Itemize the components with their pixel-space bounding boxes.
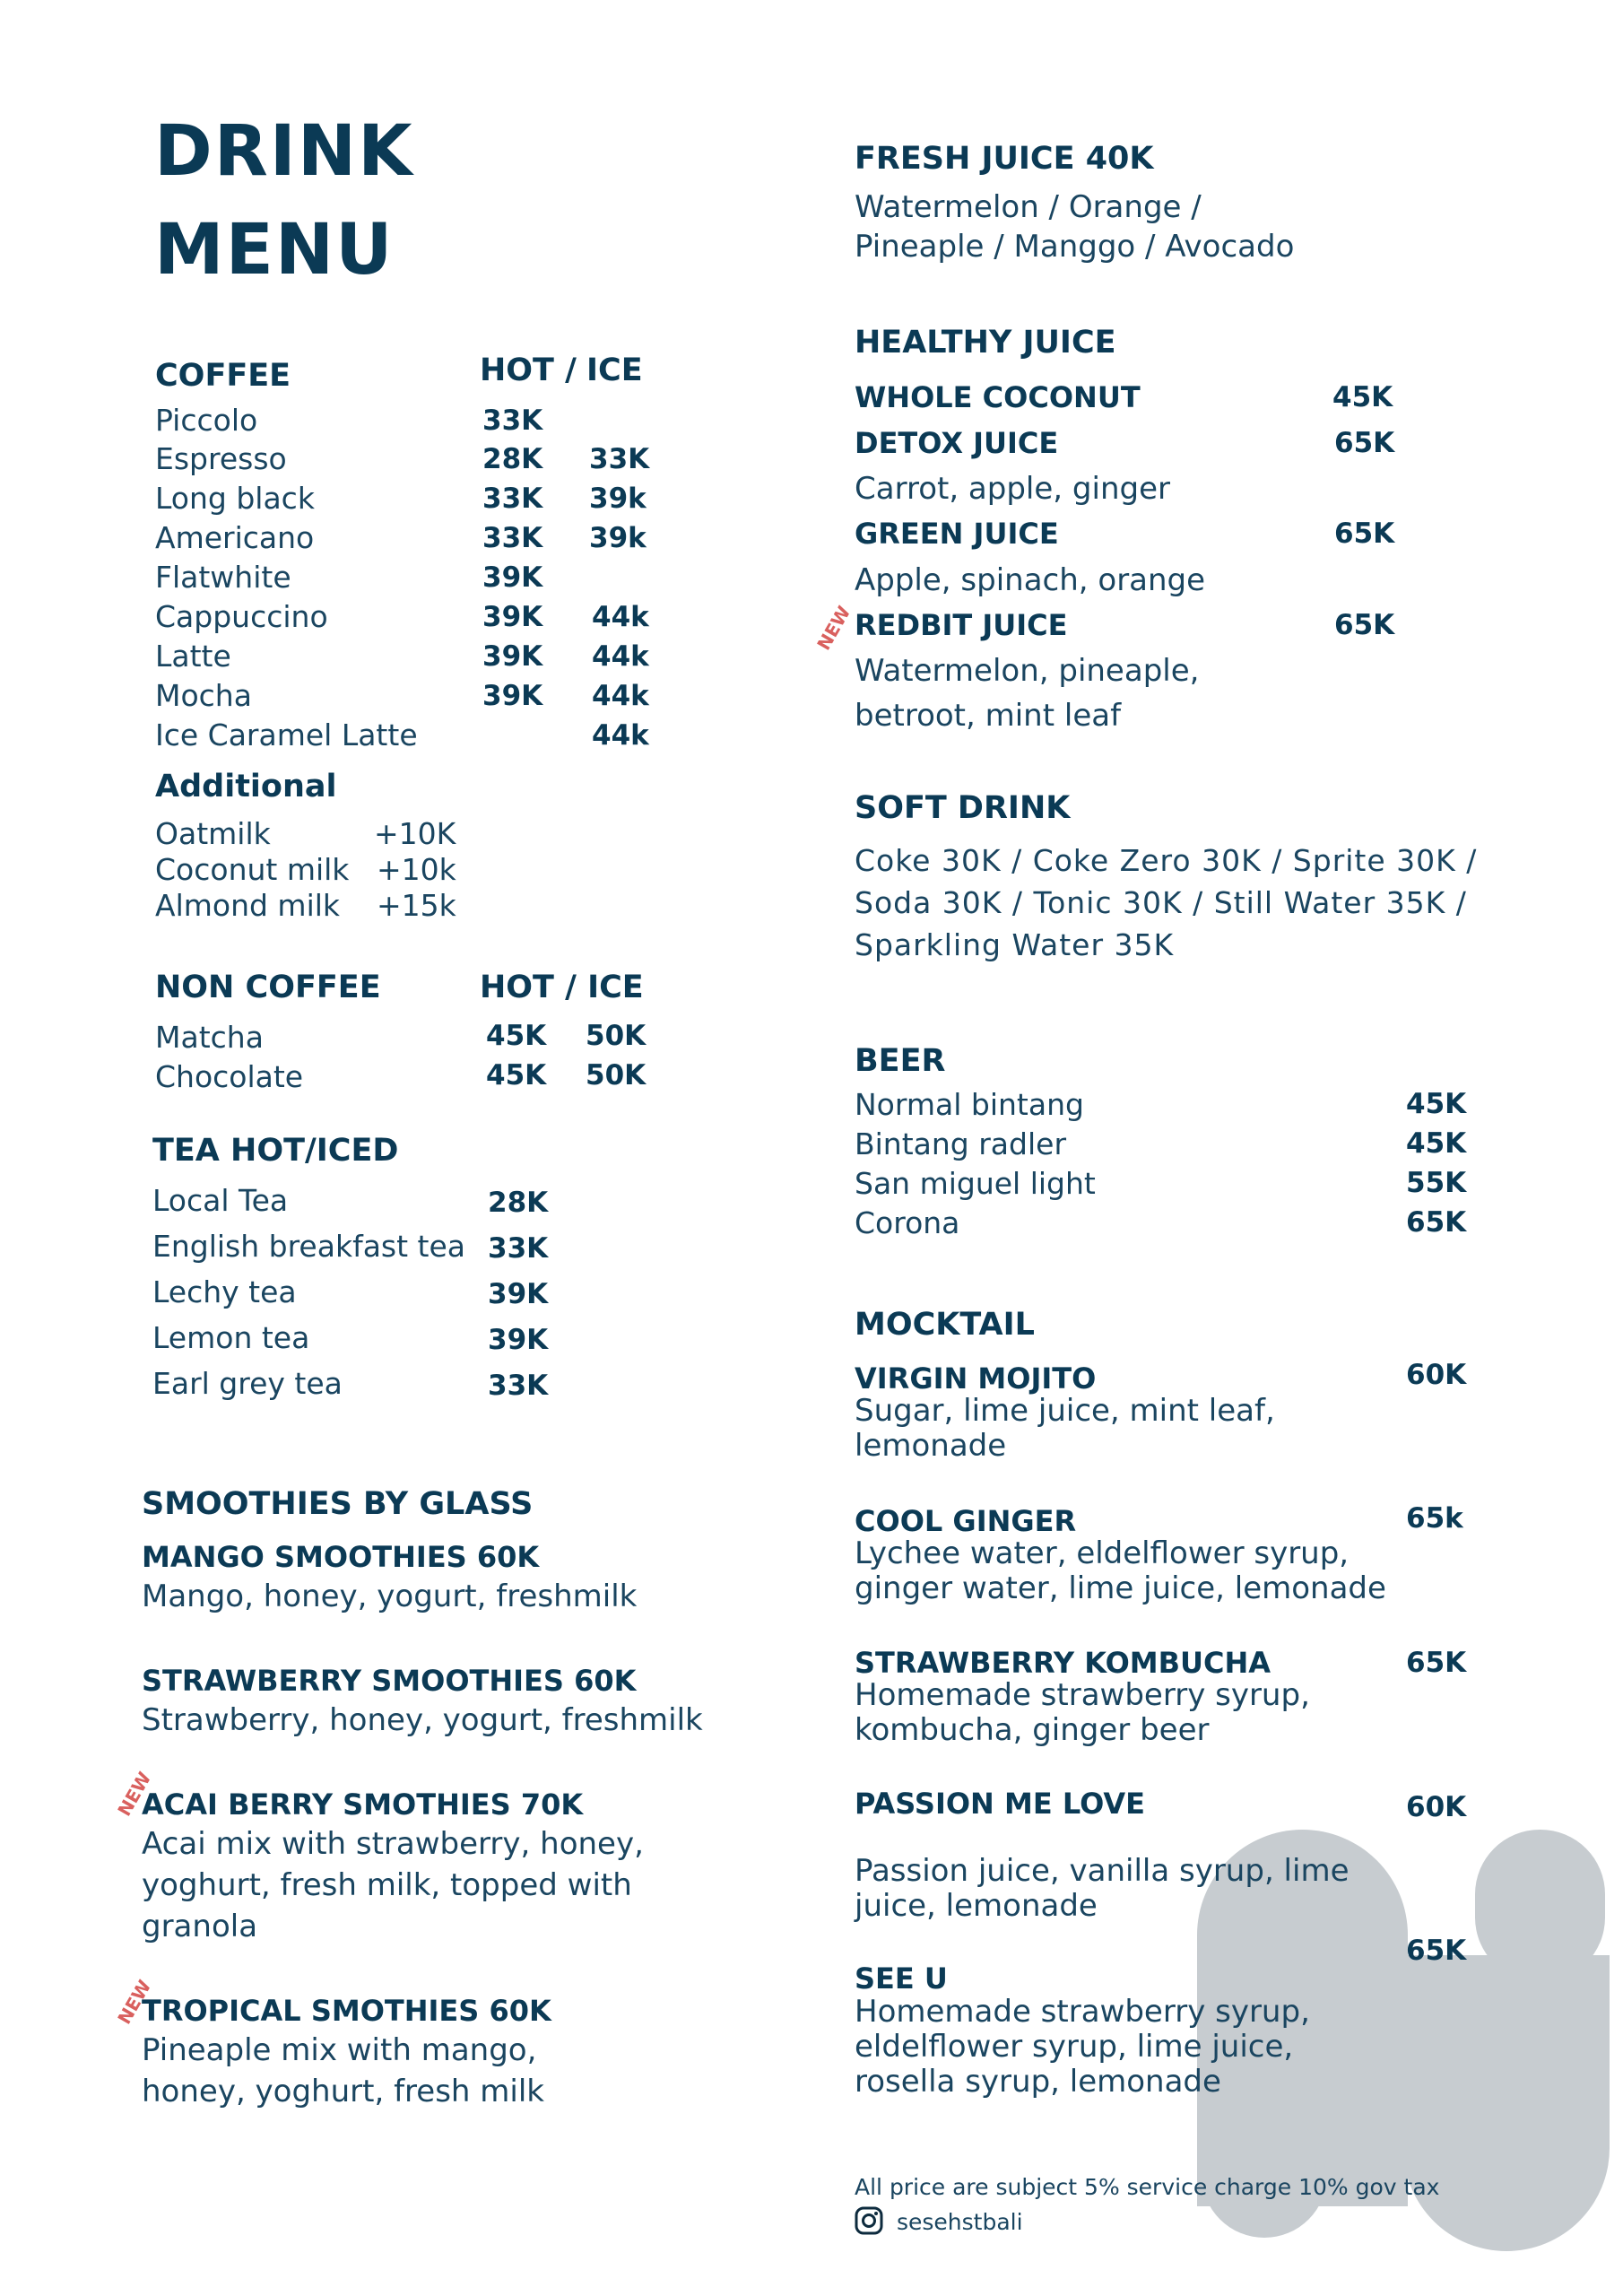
beer-item: Normal bintang	[855, 1087, 1084, 1122]
tea-item: Lechy tea	[152, 1274, 297, 1309]
coffee-item: Long black	[155, 481, 315, 516]
mocktail-price: 60K	[1406, 1791, 1467, 1823]
mocktail-name: SEE U	[855, 1961, 948, 1996]
coffee-price-ice: 44k	[592, 601, 649, 633]
non-coffee-heading: NON COFFEE	[155, 970, 381, 1005]
non-coffee-price-hot: 45K	[486, 1020, 547, 1052]
beer-price: 45K	[1406, 1088, 1467, 1120]
tea-item: English breakfast tea	[152, 1229, 465, 1264]
mocktail-price: 65K	[1406, 1935, 1467, 1967]
tea-item: Earl grey tea	[152, 1366, 343, 1401]
non-coffee-price-ice: 50K	[586, 1020, 647, 1052]
smoothie-name: TROPICAL SMOTHIES 60K	[142, 1994, 551, 2028]
fresh-juice-line: Watermelon / Orange /	[855, 189, 1202, 225]
coffee-price-ice: 39k	[589, 522, 647, 554]
tea-item: Local Tea	[152, 1183, 289, 1218]
smoothie-name: ACAI BERRY SMOTHIES 70K	[142, 1787, 584, 1822]
mocktail-desc: Lychee water, eldelflower syrup, ginger water, lime juice, lemonade	[855, 1535, 1386, 1606]
coffee-price-hot: 33K	[482, 522, 543, 554]
beer-item: Corona	[855, 1205, 960, 1240]
smoothie-desc: Acai mix with strawberry, honey, yoghurt, fresh milk, topped with granola	[142, 1826, 644, 1944]
fresh-juice-heading: FRESH JUICE 40K	[855, 141, 1154, 177]
decorative-arc-shape	[1403, 1955, 1610, 2251]
new-badge: NEW	[812, 602, 855, 654]
mocktail-price: 65K	[1406, 1647, 1467, 1679]
mocktail-desc: Passion juice, vanilla syrup, lime juice, lemonade	[855, 1853, 1350, 1924]
instagram-handle[interactable]: sesehstbali	[897, 2209, 1023, 2235]
mocktail-name: PASSION ME LOVE	[855, 1787, 1146, 1821]
healthy-juice-price: 45K	[1332, 381, 1393, 413]
coffee-item: Espresso	[155, 441, 287, 476]
additional-price: +10k	[377, 852, 456, 887]
beer-item: San miguel light	[855, 1166, 1096, 1201]
additional-price: +10K	[374, 816, 456, 851]
soft-drink-heading: SOFT DRINK	[855, 790, 1071, 826]
coffee-price-ice: 44k	[592, 640, 649, 673]
mocktail-name: STRAWBERRY KOMBUCHA	[855, 1646, 1271, 1680]
healthy-juice-desc: Watermelon, pineaple,	[855, 653, 1200, 689]
mocktail-name: COOL GINGER	[855, 1504, 1077, 1538]
beer-price: 45K	[1406, 1127, 1467, 1160]
mocktail-desc: Homemade strawberry syrup, eldelflower syrup, lime juice, rosella syrup, lemonade	[855, 1994, 1310, 2100]
new-badge: NEW	[113, 1976, 156, 2028]
coffee-item: Piccolo	[155, 403, 258, 438]
coffee-price-ice: 44k	[592, 719, 649, 752]
menu-title-line2: MENU	[154, 210, 395, 291]
smoothie-name: MANGO SMOOTHIES 60K	[142, 1540, 540, 1574]
tea-price: 33K	[488, 1232, 549, 1265]
healthy-juice-desc: Apple, spinach, orange	[855, 562, 1206, 598]
coffee-item: Flatwhite	[155, 560, 291, 595]
tea-price: 28K	[488, 1187, 549, 1219]
tea-heading: TEA HOT/ICED	[152, 1133, 399, 1169]
coffee-item: Mocha	[155, 678, 252, 713]
additional-price: +15k	[377, 888, 456, 923]
tea-price: 33K	[488, 1370, 549, 1402]
new-badge: NEW	[113, 1768, 156, 1820]
healthy-juice-desc: Carrot, apple, ginger	[855, 471, 1170, 507]
non-coffee-price-ice: 50K	[586, 1059, 647, 1091]
service-charge-note: All price are subject 5% service charge 10% gov tax	[855, 2174, 1440, 2200]
mocktail-price: 60K	[1406, 1359, 1467, 1391]
fresh-juice-line: Pineaple / Manggo / Avocado	[855, 229, 1295, 265]
coffee-price-hot: 39K	[482, 640, 543, 673]
healthy-juice-item: REDBIT JUICE	[855, 608, 1068, 642]
coffee-price-ice: 44k	[592, 680, 649, 712]
additional-item: Coconut milk	[155, 852, 350, 887]
beer-heading: BEER	[855, 1043, 946, 1079]
coffee-price-hot: 39K	[482, 680, 543, 712]
coffee-item: Ice Caramel Latte	[155, 718, 418, 752]
non-coffee-price-hot: 45K	[486, 1059, 547, 1091]
coffee-price-ice: 39k	[589, 483, 647, 515]
beer-price: 65K	[1406, 1206, 1467, 1239]
mocktail-desc: Homemade strawberry syrup, kombucha, ginger beer	[855, 1677, 1310, 1748]
instagram-icon[interactable]	[855, 2206, 883, 2235]
additional-item: Almond milk	[155, 888, 341, 923]
smoothie-desc: Mango, honey, yogurt, freshmilk	[142, 1578, 638, 1614]
coffee-heading: COFFEE	[155, 358, 291, 394]
beer-item: Bintang radler	[855, 1126, 1067, 1161]
healthy-juice-item: DETOX JUICE	[855, 426, 1059, 460]
healthy-juice-price: 65K	[1334, 427, 1395, 459]
healthy-juice-desc: betroot, mint leaf	[855, 698, 1122, 734]
healthy-juice-item: WHOLE COCONUT	[855, 380, 1141, 414]
coffee-price-hot: 33K	[482, 404, 543, 437]
smoothie-desc: Strawberry, honey, yogurt, freshmilk	[142, 1702, 703, 1738]
coffee-price-hot: 39K	[482, 561, 543, 594]
coffee-item: Latte	[155, 639, 231, 674]
non-coffee-hot-ice-label: HOT / ICE	[480, 970, 644, 1005]
mocktail-heading: MOCKTAIL	[855, 1307, 1035, 1343]
non-coffee-item: Chocolate	[155, 1059, 304, 1094]
tea-price: 39K	[488, 1324, 549, 1356]
healthy-juice-item: GREEN JUICE	[855, 517, 1059, 551]
mocktail-price: 65k	[1406, 1502, 1463, 1535]
healthy-juice-heading: HEALTHY JUICE	[855, 325, 1116, 361]
coffee-price-hot: 33K	[482, 483, 543, 515]
healthy-juice-price: 65K	[1334, 609, 1395, 641]
mocktail-desc: Sugar, lime juice, mint leaf, lemonade	[855, 1393, 1275, 1464]
coffee-item: Cappuccino	[155, 599, 328, 634]
additional-item: Oatmilk	[155, 816, 271, 851]
tea-item: Lemon tea	[152, 1320, 310, 1355]
tea-price: 39K	[488, 1278, 549, 1310]
coffee-price-ice: 33K	[589, 443, 650, 475]
mocktail-name: VIRGIN MOJITO	[855, 1361, 1097, 1396]
coffee-hot-label: HOT /	[480, 352, 577, 388]
beer-price: 55K	[1406, 1167, 1467, 1199]
coffee-ice-label: ICE	[586, 352, 643, 388]
coffee-item: Americano	[155, 520, 315, 555]
soft-drink-list: Coke 30K / Coke Zero 30K / Sprite 30K / Soda 30K / Tonic 30K / Still Water 35K / Sparkling Water 35K	[855, 843, 1478, 962]
healthy-juice-price: 65K	[1334, 517, 1395, 550]
coffee-price-hot: 28K	[482, 443, 543, 475]
smoothie-desc: Pineaple mix with mango, honey, yoghurt, fresh milk	[142, 2032, 544, 2109]
coffee-price-hot: 39K	[482, 601, 543, 633]
additional-heading: Additional	[155, 769, 337, 804]
menu-title-line1: DRINK	[154, 111, 414, 192]
smoothie-name: STRAWBERRY SMOOTHIES 60K	[142, 1664, 637, 1698]
smoothies-heading: SMOOTHIES BY GLASS	[142, 1486, 534, 1522]
non-coffee-item: Matcha	[155, 1020, 264, 1055]
